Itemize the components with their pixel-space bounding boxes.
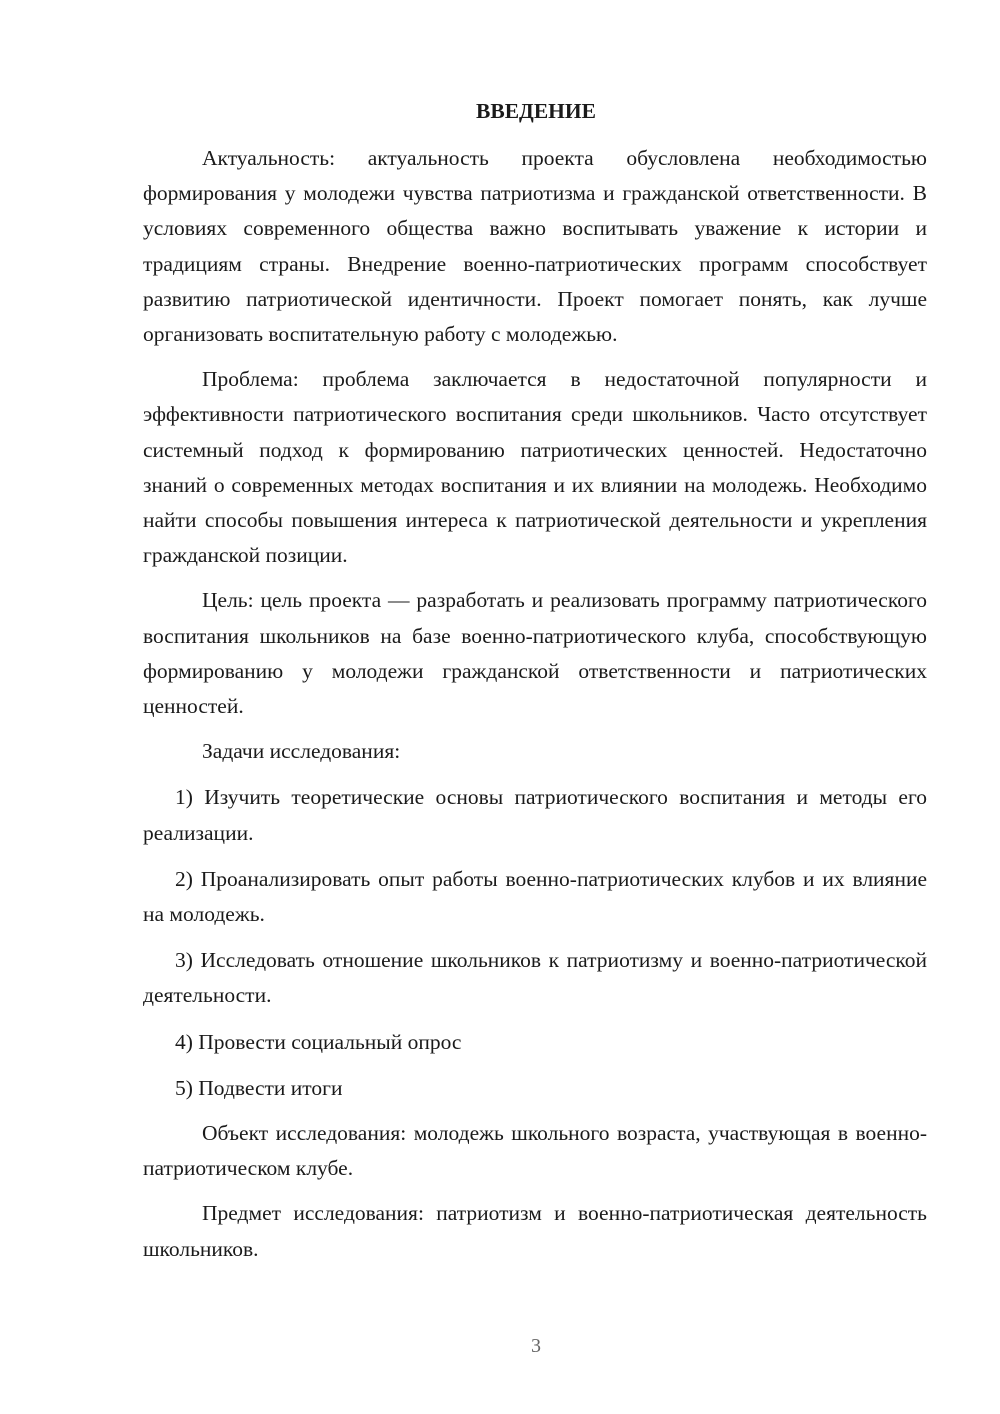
task-item-3: 3) Исследовать отношение школьников к патриотизму и военно-патриотической деятельности.: [143, 948, 927, 1008]
page-number: 3: [531, 1335, 541, 1357]
page-title: ВВЕДЕНИЕ: [476, 99, 596, 123]
task-item-4: 4) Провести социальный опрос: [175, 1029, 462, 1054]
task-item-2: 2) Проанализировать опыт работы военно-патриотических клубов и их влияние на молодежь.: [143, 866, 927, 927]
paragraph-object: Объект исследования: молодежь школьного возраста, участвующая в военно-патриотическом клубе.: [143, 1121, 927, 1181]
task-item-1: 1) Изучить теоретические основы патриотического воспитания и методы его реализации.: [143, 785, 927, 845]
paragraph-relevance: Актуальность: актуальность проекта обусловлена необходимостью формирования у молодежи чувства патриотизма и гражданской ответственности. В условиях современного общества важно воспитывать уважение к истории и традициям страны. Внедрение военно-патриотических программ способствует развитию патриотической идентичности. Проект помогает понять, как лучше организовать воспитательную работу с молодежью.: [143, 146, 927, 347]
document-body: [143, 94, 927, 1267]
paragraph-subject: Предмет исследования: патриотизм и военно-патриотическая деятельность школьников.: [143, 1201, 927, 1261]
paragraph-goal: Цель: цель проекта — разработать и реализовать программу патриотического воспитания школьников на базе военно-патриотического клуба, способствующую формированию у молодежи гражданской ответственности и патриотических ценностей.: [143, 588, 927, 719]
tasks-heading: Задачи исследования:: [202, 739, 401, 764]
paragraph-problem: Проблема: проблема заключается в недостаточной популярности и эффективности патриотического воспитания среди школьников. Часто отсутствует системный подход к формированию патриотических ценностей. Недостаточно знаний о современных методах воспитания и их влиянии на молодежь. Необходимо найти способы повышения интереса к патриотической деятельности и укрепления гражданской позиции.: [143, 367, 927, 568]
task-item-5: 5) Подвести итоги: [175, 1075, 343, 1100]
